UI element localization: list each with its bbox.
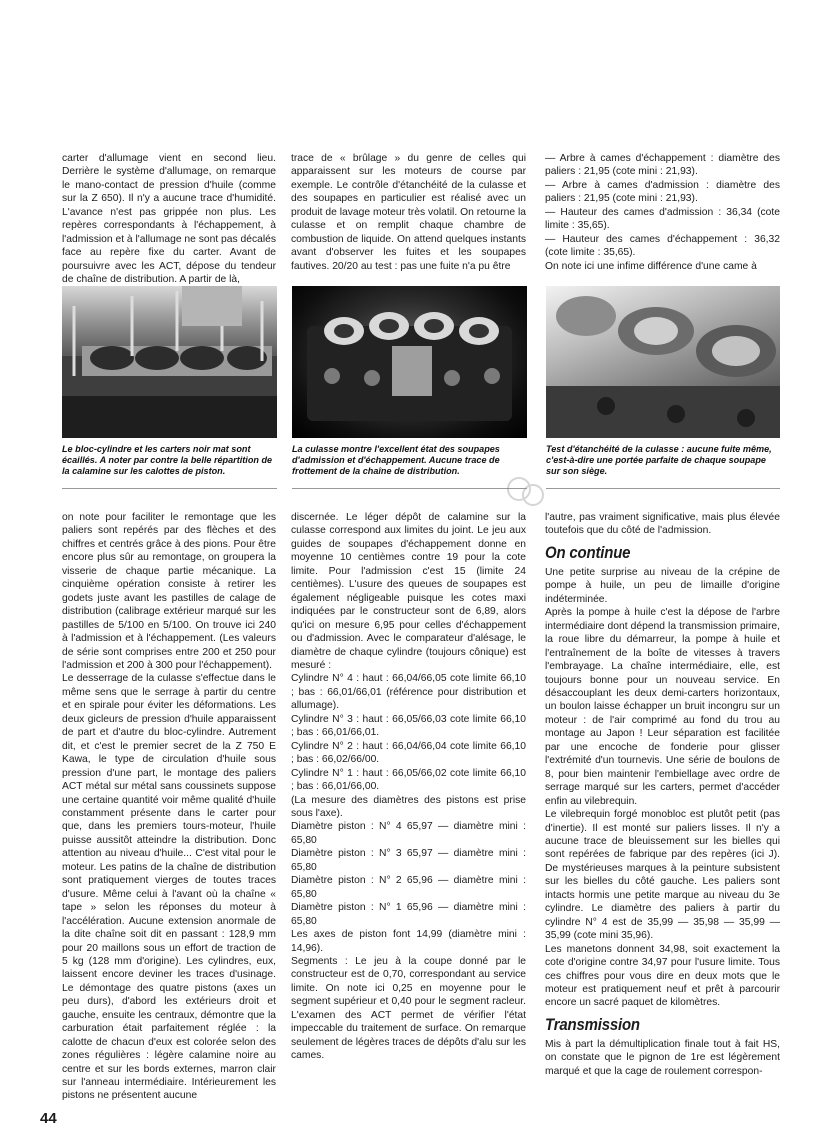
text-column-top-middle [291,152,526,273]
paragraph: Cylindre N° 4 : haut : 66,04/66,05 cote limite 66,10 ; bas : 66,01/66,01 (référence pour distribution et allumage). [291,673,526,712]
section-heading-transmission: Transmission [545,1014,640,1034]
photo-leak-test [546,286,780,438]
caption-leak-test: Test d'étanchéité de la culasse : aucune fuite même, c'est-à-dire une portée parfaite de chaque soupape sur son siège. [546,444,772,477]
photo-cylinder-head [292,286,527,438]
paragraph: Mis à part la démultiplication finale tout à fait HS, on constate que le pignon de 1re est légèrement marqué et que la cage de roulement correspon- [545,1038,780,1077]
text-column-bottom-left [62,511,276,1103]
paragraph: — Arbre à cames d'échappement : diamètre des paliers : 21,95 (cote mini : 21,93). [545,153,780,178]
paragraph: Cylindre N° 2 : haut : 66,04/66,04 cote limite 66,10 ; bas : 66,02/66/00. [291,740,526,766]
paragraph: Les manetons donnent 34,98, soit exactement la cote d'origine contre 34,97 pour l'usure limite. Tous ces chiffres pour vous dire en deux mots que le moteur est pratiquement neuf et prêt à parcourir encore un sacré paquet de kilomètres. [545,943,780,1009]
text-column-bottom-middle [291,511,526,1063]
photo-engine-block [62,286,277,438]
caption-rule [62,488,277,489]
section-heading-on-continue: On continue [545,542,631,562]
paragraph: discernée. Le léger dépôt de calamine sur la culasse correspond aux limites du joint. Le jeu aux guides de soupapes d'échappement donne en moyenne 10 centièmes contre 19 pour la cote limite. Pour l'admission c'est 15 (limite 24 centièmes). L'usure des queues de soupapes est également négligeable puisque les cotes maxi indiquées par le constructeur sont de 6,89, alors qu'ici on mesure 6,95 pour celles d'échappement ou d'admission. Avec le comparateur d'alésage, le diamètre de chaque cylindre (toujours cônique) est mesuré : [291,512,526,671]
page-number: 44 [40,1110,57,1127]
text-column-bottom-right [545,511,780,1078]
paragraph: Cylindre N° 1 : haut : 66,05/66,02 cote limite 66,10 ; bas : 66,01/66,00. [291,767,526,793]
section-body-transmission [545,1038,780,1078]
paragraph: Segments : Le jeu à la coupe donné par le constructeur est de 0,70, correspondant au service limite. On note ici 0,25 en moyenne pour le segment supérieur et 0,40 pour le segment racleur. L'examen des ACT permet de vérifier l'état impeccable du traitement de surface. On remarque seulement de légères traces de dépôts d'alu sur les cames. [291,955,526,1062]
paragraph: — Arbre à cames d'admission : diamètre des paliers : 21,95 (cote mini : 21,93). [545,179,780,205]
caption-rule [546,488,780,489]
caption-cylinder-head: La culasse montre l'excellent état des soupapes d'admission et d'échappement. Aucune trace de frottement de la chaîne de distribution. [292,444,500,477]
text-column-top-right [545,152,780,273]
caption-engine-block: Le bloc-cylindre et les carters noir mat sont écaillés. A noter par contre la belle répartition de la calamine sur les calottes de piston. [62,444,273,477]
paragraph: carter d'allumage vient en second lieu. Derrière le système d'allumage, on remarque le mano-contact de pression d'huile (comme sur la Z 650). Il n'y a aucune trace d'humidité. L'avance n'est pas grippée non plus. Les repères correspondants à l'échappement, à l'admission et à l'allumage ne sont pas décalés face au repère fixe du carter. Avant de poursuivre avec les ACT, dépose du tendeur de chaîne de distribution. A partir de là, [62,153,276,286]
paragraph: Diamètre piston : N° 2 65,96 — diamètre mini : 65,80 [291,875,526,900]
paragraph: On note ici une infime différence d'une came à [545,260,757,272]
paragraph: Une petite surprise au niveau de la crépine de pompe à huile, un peu de limaille d'origine indéterminée. [545,566,780,605]
paragraph: Le vilebrequin forgé monobloc est plutôt petit (pas d'inertie). Il est monté sur paliers lisses. Il n'y a aucune trace de bleuissement sur les bielles qui sont repérées de fabrique par des repères (ici J). De mystérieuses marques à la peinture subsistent sur les bielles du côté gauche. Les paliers sont intacts hormis une petite marque au niveau du 3e cylindre. Le diamètre des paliers à partir du cylindre N° 4 est de 35,99 — 35,98 — 35,99 — 35,99 (cote mini 35,96). [545,809,780,942]
paragraph: Après la pompe à huile c'est la dépose de l'arbre intermédiaire dont dépend la transmission primaire, la roue libre du démarreur, la pompe à huile et l'entraînement de la boîte de vitesses à travers l'embrayage. La chaîne intermédiaire, elle, est toujours bonne pour un nouveau service. En désaccouplant les deux demi-carters horizontaux, un boulon laisse échapper un bruit incongru sur un moteur : de l'air comprimé au fond du trou au montage au Japon ! Leur séparation est facilitée par une encoche de fonderie pour glisser l'extrémité d'un tournevis. Une série de boulons de 8, pour bien maintenir l'embiellage avec ordre de serrage marqué sur les carters, permet d'accéder enfin au vilebrequin. [545,607,780,807]
text-column-top-left [62,152,276,287]
watermark-logo [505,475,545,509]
paragraph: (La mesure des diamètres des pistons est prise sous l'axe). [291,794,526,819]
paragraph: Diamètre piston : N° 4 65,97 — diamètre mini : 65,80 [291,821,526,846]
paragraph: Les axes de piston font 14,99 (diamètre mini : 14,96). [291,929,526,954]
paragraph: l'autre, pas vraiment significative, mais plus élevée toutefois que du côté de l'admission. [545,512,780,537]
caption-rule [292,488,527,489]
paragraph: Diamètre piston : N° 3 65,97 — diamètre mini : 65,80 [291,848,526,873]
paragraph: — Hauteur des cames d'admission : 36,34 (cote limite : 35,65). [545,206,780,232]
paragraph: on note pour faciliter le remontage que les paliers sont repérés par des flèches et des chiffres et centrés grâce à des pions. Pour être encore plus sûr au remontage, on groupera la visserie de chaque partie mécanique. La cinquième opération consiste à retirer les godets juste avant les pastilles de calage de distribution (calibrage extérieur marqué sur les pastilles de 5/100 en 5/100. On trouve ici 240 à l'admission et à l'échappement. (Les valeurs de série sont comprises entre 200 et 250 pour l'admission et 200 à 300 pour l'échappement). [62,512,276,671]
paragraph: trace de « brûlage » du genre de celles qui apparaissent sur les moteurs de course par exemple. Le contrôle d'étanchéité de la culasse et des soupapes en particulier est réalisé avec un produit de lavage moteur très volatil. On retourne la culasse et on remplit chaque chambre de combustion de liquide. On attend quelques instants avant d'observer les fuites et les soupapes fautives. 20/20 au test : pas une fuite n'a pu être [291,153,526,272]
paragraph: Le desserrage de la culasse s'effectue dans le même sens que le serrage à partir du centre et en spirale pour éviter les déformations. Les deux gicleurs de pression d'huile apparaissent de part et d'autre du bloc-cylindre. Autrement dit, et c'est le premier secret de la Z 750 E Kawa, le type de circulation d'huile sous pression d'une part, le montage des paliers ACT métal sur métal sans coussinets suppose une certaine quantité voir même qualité d'huile constamment présente dans le carter pour que, dans les premiers tours-moteur, l'huile puisse aussitôt atteindre la distribution. Donc attention au niveau d'huile... C'est vital pour le moteur. Les patins de la chaîne de distribution sont pratiquement vierges de toutes traces d'usure. Même celui à l'avant où la chaîne « tape » selon les réponses du moteur à l'accélération. Aucune extension anormale de la dite chaîne soit dit en passant : 128,9 mm pour 20 maillons sous un effort de traction de 5 kg (128 mm d'origine). Les cylindres, eux, laissent encore deviner les traces d'usinage. Le démontage des quatre pistons (axes un peu durs), d'abord les extérieurs droit et gauche, ensuite les centraux, démontre que la carburation était parfaitement réglée : la calotte de chacun d'eux est colorée selon des zones régulières : légère calamine noire au centre et sur les bords externes, marron clair sur l'anneau intermédiaire. Intérieurement les pistons ne présentent aucune [62,673,276,1102]
section-body-on-continue [545,566,780,1010]
paragraph: — Hauteur des cames d'échappement : 36,32 (cote limite : 35,65). [545,233,780,259]
paragraph: Diamètre piston : N° 1 65,96 — diamètre mini : 65,80 [291,902,526,927]
paragraph: Cylindre N° 3 : haut : 66,05/66,03 cote limite 66,10 ; bas : 66,01/66,01. [291,713,526,739]
